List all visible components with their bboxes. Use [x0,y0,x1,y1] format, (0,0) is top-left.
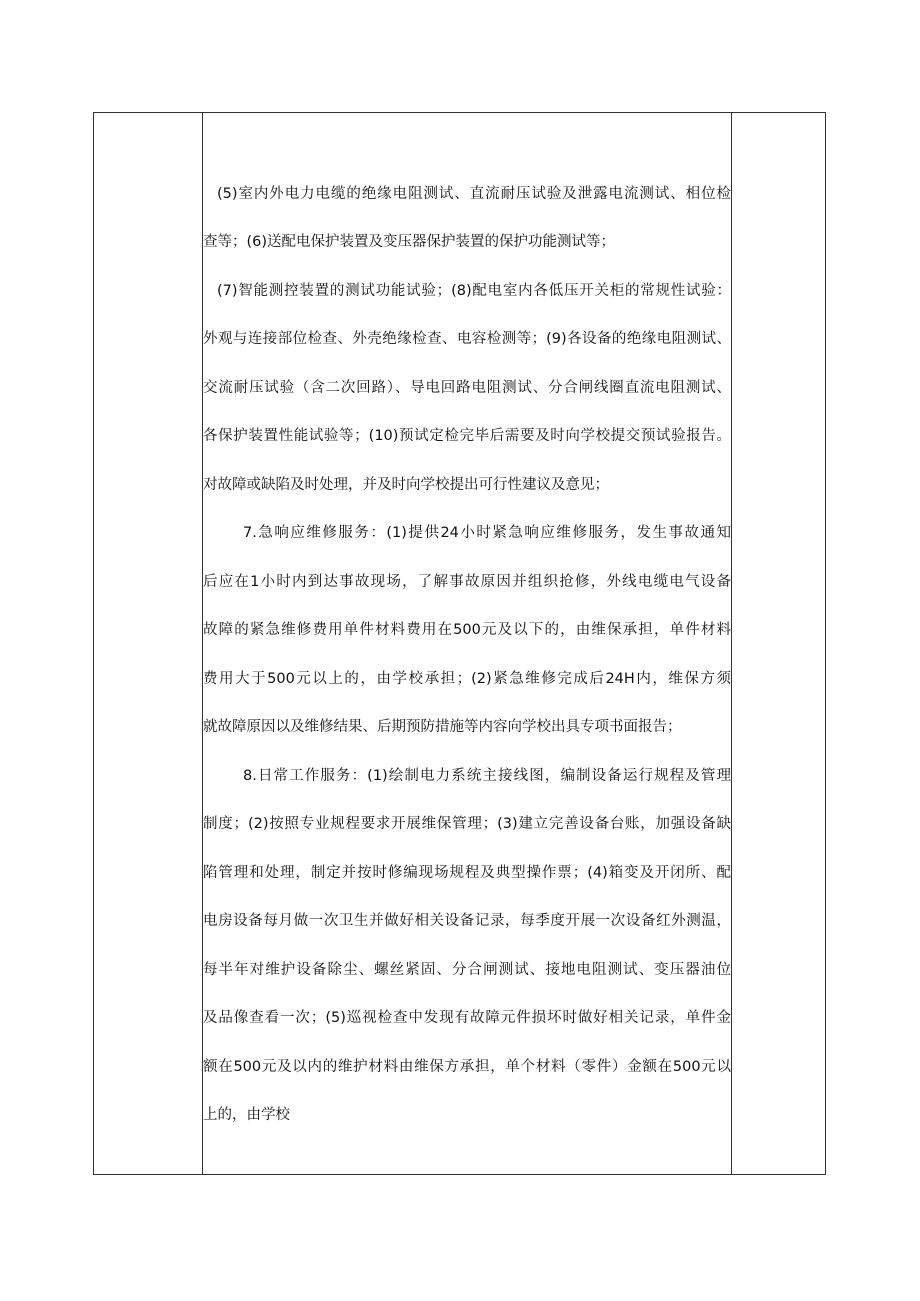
text-line: 后应在1小时内到达事故现场，了解事故原因并组织抢修，外线电缆电气设备 [203,574,731,590]
text-line: (5)室内外电力电缆的绝缘电阻测试、直流耐压试验及泄露电流测试、相位检 [217,186,731,202]
text-line: 上的，由学校 [203,1107,290,1123]
text-line: 额在500元及以内的维护材料由维保方承担，单个材料（零件）金额在500元以 [203,1059,731,1075]
text-line: 制度；(2)按照专业规程要求开展维保管理；(3)建立完善设备台账，加强设备缺 [203,816,731,832]
text-line: 就故障原因以及维修结果、后期预防措施等内容向学校出具专项书面报告； [203,719,682,735]
text-line: 及品像查看一次；(5)巡视检查中发现有故障元件损坏时做好相关记录，单件金 [203,1010,731,1026]
text-line: 每半年对维护设备除尘、螺丝紧固、分合闸测试、接地电阻测试、变压器油位 [203,962,731,978]
text-line: 各保护装置性能试验等；(10)预试定检完毕后需要及时向学校提交预试验报告。 [203,428,731,444]
table-cell-main [203,113,731,1174]
text-line: 8.日常工作服务：(1)绘制电力系统主接线图，编制设备运行规程及管理 [243,768,731,784]
text-line: 外观与连接部位检查、外壳绝缘检查、电容检测等；(9)各设备的绝缘电阻测试、 [203,331,731,347]
text-line: 7.急响应维修服务：(1)提供24小时紧急响应维修服务，发生事故通知 [243,525,731,541]
table-cell-left [94,113,202,1174]
text-line: 陷管理和处理，制定并按时修编现场规程及典型操作票；(4)箱变及开闭所、配 [203,865,731,881]
text-line: 故障的紧急维修费用单件材料费用在500元及以下的，由维保承担，单件材料 [203,622,731,638]
table-cell-right [732,113,825,1174]
text-line: 查等；(6)送配电保护装置及变压器保护装置的保护功能测试等； [203,234,616,250]
text-line: (7)智能测控装置的测试功能试验；(8)配电室内各低压开关柜的常规性试验： [217,283,731,299]
document-table [93,112,826,1175]
text-line: 交流耐压试验（含二次回路）、导电回路电阻测试、分合闸线圈直流电阻测试、 [203,380,731,396]
text-line: 对故障或缺陷及时处理，并及时向学校提出可行性建议及意见； [203,477,609,493]
text-line: 电房设备每月做一次卫生并做好相关设备记录，每季度开展一次设备红外测温， [203,913,731,929]
text-line: 费用大于500元以上的，由学校承担；(2)紧急维修完成后24H内，维保方须 [203,671,731,687]
